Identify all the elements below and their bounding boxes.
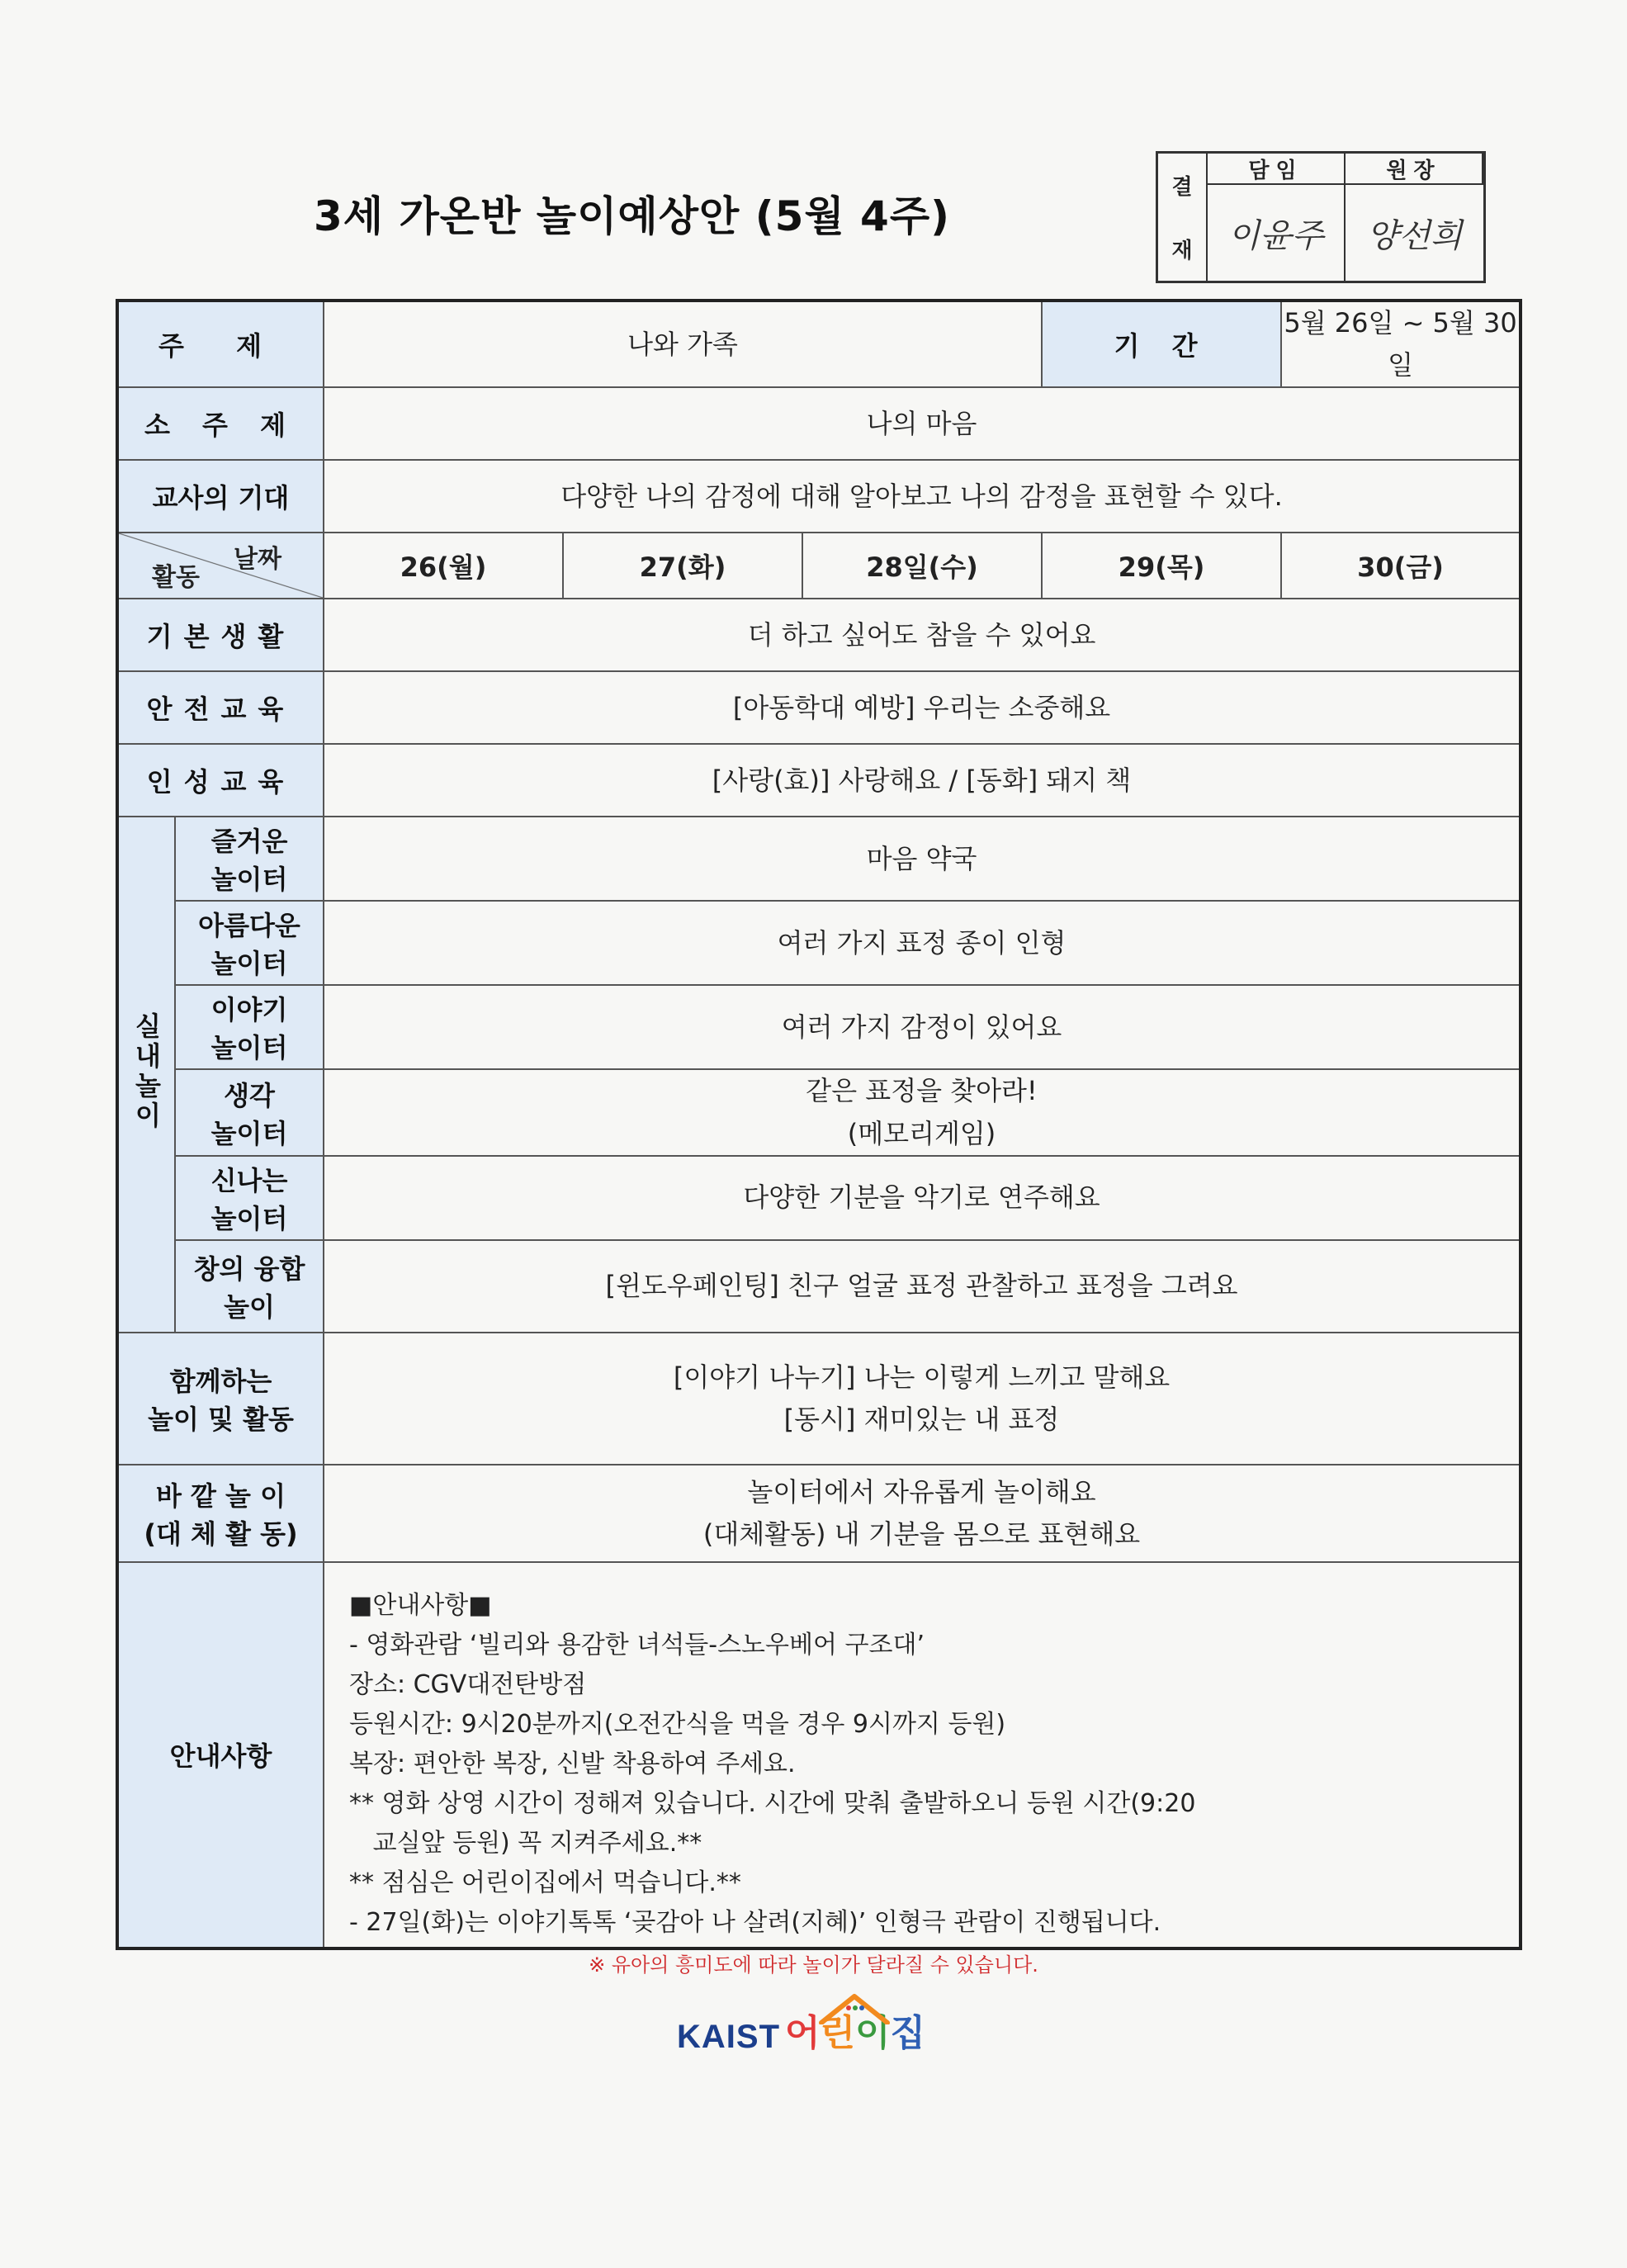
theme-label: 주 제	[117, 301, 324, 387]
approval-label	[1158, 154, 1208, 281]
date-activity-header	[117, 533, 324, 599]
day-1: 26(월)	[324, 533, 563, 599]
indoor-sub-label: 즐거운 놀이터	[175, 817, 324, 901]
indoor-label: 실내놀이	[130, 1011, 163, 1131]
indoor-activity: [윈도우페인팅] 친구 얼굴 표정 관찰하고 표정을 그려요	[324, 1240, 1521, 1333]
indoor-sub-label: 생각 놀이터	[175, 1069, 324, 1155]
logo-latin: KAIST	[677, 2019, 780, 2055]
day-4: 29(목)	[1042, 533, 1281, 599]
footnote: ※ 유아의 흥미도에 따라 놀이가 달라질 수 있습니다.	[589, 1953, 1038, 1977]
day-2: 27(화)	[563, 533, 802, 599]
indoor-row	[117, 1069, 1521, 1155]
day-3: 28일(수)	[802, 533, 1042, 599]
period-label: 기 간	[1042, 301, 1281, 387]
indoor-row	[117, 901, 1521, 985]
notice-line: 장소: CGV대전탄방점	[349, 1669, 587, 1699]
indoor-activity: 여러 가지 감정이 있어요	[324, 985, 1521, 1069]
theme-value: 나와 가족	[324, 301, 1042, 387]
subtheme-value: 나의 마음	[324, 387, 1521, 460]
indoor-label-cell	[117, 817, 175, 1332]
subtheme-label: 소 주 제	[117, 387, 324, 460]
indoor-sub-label: 아름다운 놀이터	[175, 901, 324, 985]
teacher-signature: 이윤주	[1208, 185, 1346, 281]
outdoor-label: 바 깥 놀 이 (대 체 활 동)	[117, 1465, 324, 1562]
activity-label: 활동	[152, 563, 200, 593]
notice-line: ■안내사항■	[349, 1590, 492, 1620]
together-row	[117, 1333, 1521, 1465]
notice-line: 교실앞 등원) 꼭 지켜주세요.**	[349, 1828, 702, 1858]
approval-box	[1156, 151, 1486, 283]
indoor-sub-label: 이야기 놀이터	[175, 985, 324, 1069]
approval-head-teacher: 담임	[1208, 154, 1346, 185]
notice-label: 안내사항	[117, 1562, 324, 1948]
safety-row	[117, 671, 1521, 744]
period-value: 5월 26일 ~ 5월 30일	[1281, 301, 1521, 387]
notice-row	[117, 1562, 1521, 1948]
approval-head-director: 원장	[1346, 154, 1483, 185]
together-value: [이야기 나누기] 나는 이렇게 느끼고 말해요 [동시] 재미있는 내 표정	[324, 1333, 1521, 1465]
page-title: 3세 가온반 놀이예상안 (5월 4주)	[314, 192, 951, 240]
indoor-row	[117, 1240, 1521, 1333]
approval-label-top: 결	[1171, 175, 1193, 200]
outdoor-row	[117, 1465, 1521, 1562]
basic-life-row	[117, 599, 1521, 671]
notice-line: - 영화관람 ‘빌리와 용감한 녀석들-스노우베어 구조대’	[349, 1630, 925, 1660]
theme-row	[117, 301, 1521, 387]
together-label: 함께하는 놀이 및 활동	[117, 1333, 324, 1465]
basic-life-value: 더 하고 싶어도 참을 수 있어요	[324, 599, 1521, 671]
house-roof-icon	[817, 1991, 892, 2024]
basic-life-label: 기본생활	[117, 599, 324, 671]
expectation-value: 다양한 나의 감정에 대해 알아보고 나의 감정을 표현할 수 있다.	[324, 460, 1521, 533]
subtheme-row	[117, 387, 1521, 460]
director-signature: 양선희	[1366, 216, 1463, 255]
indoor-row	[117, 985, 1521, 1069]
date-label: 날짜	[234, 545, 281, 575]
notice-content	[324, 1562, 1521, 1948]
expectation-row	[117, 460, 1521, 533]
safety-value: [아동학대 예방] 우리는 소중해요	[324, 671, 1521, 744]
indoor-row	[117, 817, 1521, 901]
indoor-sub-label: 창의 융합 놀이	[175, 1240, 324, 1333]
days-row	[117, 533, 1521, 599]
indoor-activity: 마음 약국	[324, 817, 1521, 901]
character-row	[117, 744, 1521, 817]
safety-label: 안전교육	[117, 671, 324, 744]
expectation-label: 교사의 기대	[117, 460, 324, 533]
outdoor-value: 놀이터에서 자유롭게 놀이해요 (대체활동) 내 기분을 몸으로 표현해요	[324, 1465, 1521, 1562]
indoor-activity: 여러 가지 표정 종이 인형	[324, 901, 1521, 985]
indoor-sub-label: 신나는 놀이터	[175, 1156, 324, 1240]
indoor-activity: 다양한 기분을 악기로 연주해요	[324, 1156, 1521, 1240]
notice-line: 등원시간: 9시20분까지(오전간식을 먹을 경우 9시까지 등원)	[349, 1709, 1006, 1739]
character-value: [사랑(효)] 사랑해요 / [동화] 돼지 책	[324, 744, 1521, 817]
day-5: 30(금)	[1281, 533, 1521, 599]
character-label: 인성교육	[117, 744, 324, 817]
plan-table	[116, 299, 1522, 1950]
kaist-daycare-logo	[677, 1998, 925, 2056]
indoor-activity: 같은 표정을 찾아라! (메모리게임)	[324, 1069, 1521, 1155]
notice-line: ** 점심은 어린이집에서 먹습니다.**	[349, 1868, 741, 1897]
approval-label-bottom: 재	[1171, 239, 1193, 263]
notice-line: - 27일(화)는 이야기톡톡 ‘곶감아 나 살려(지혜)’ 인형극 관람이 진행됩니다.	[349, 1907, 1161, 1937]
indoor-row	[117, 1156, 1521, 1240]
logo-korean: 어 린 이 집	[785, 2012, 926, 2054]
notice-line: 복장: 편안한 복장, 신발 착용하여 주세요.	[349, 1749, 796, 1778]
notice-line: ** 영화 상영 시간이 정해져 있습니다. 시간에 맞춰 출발하오니 등원 시간(9:20	[349, 1788, 1196, 1818]
